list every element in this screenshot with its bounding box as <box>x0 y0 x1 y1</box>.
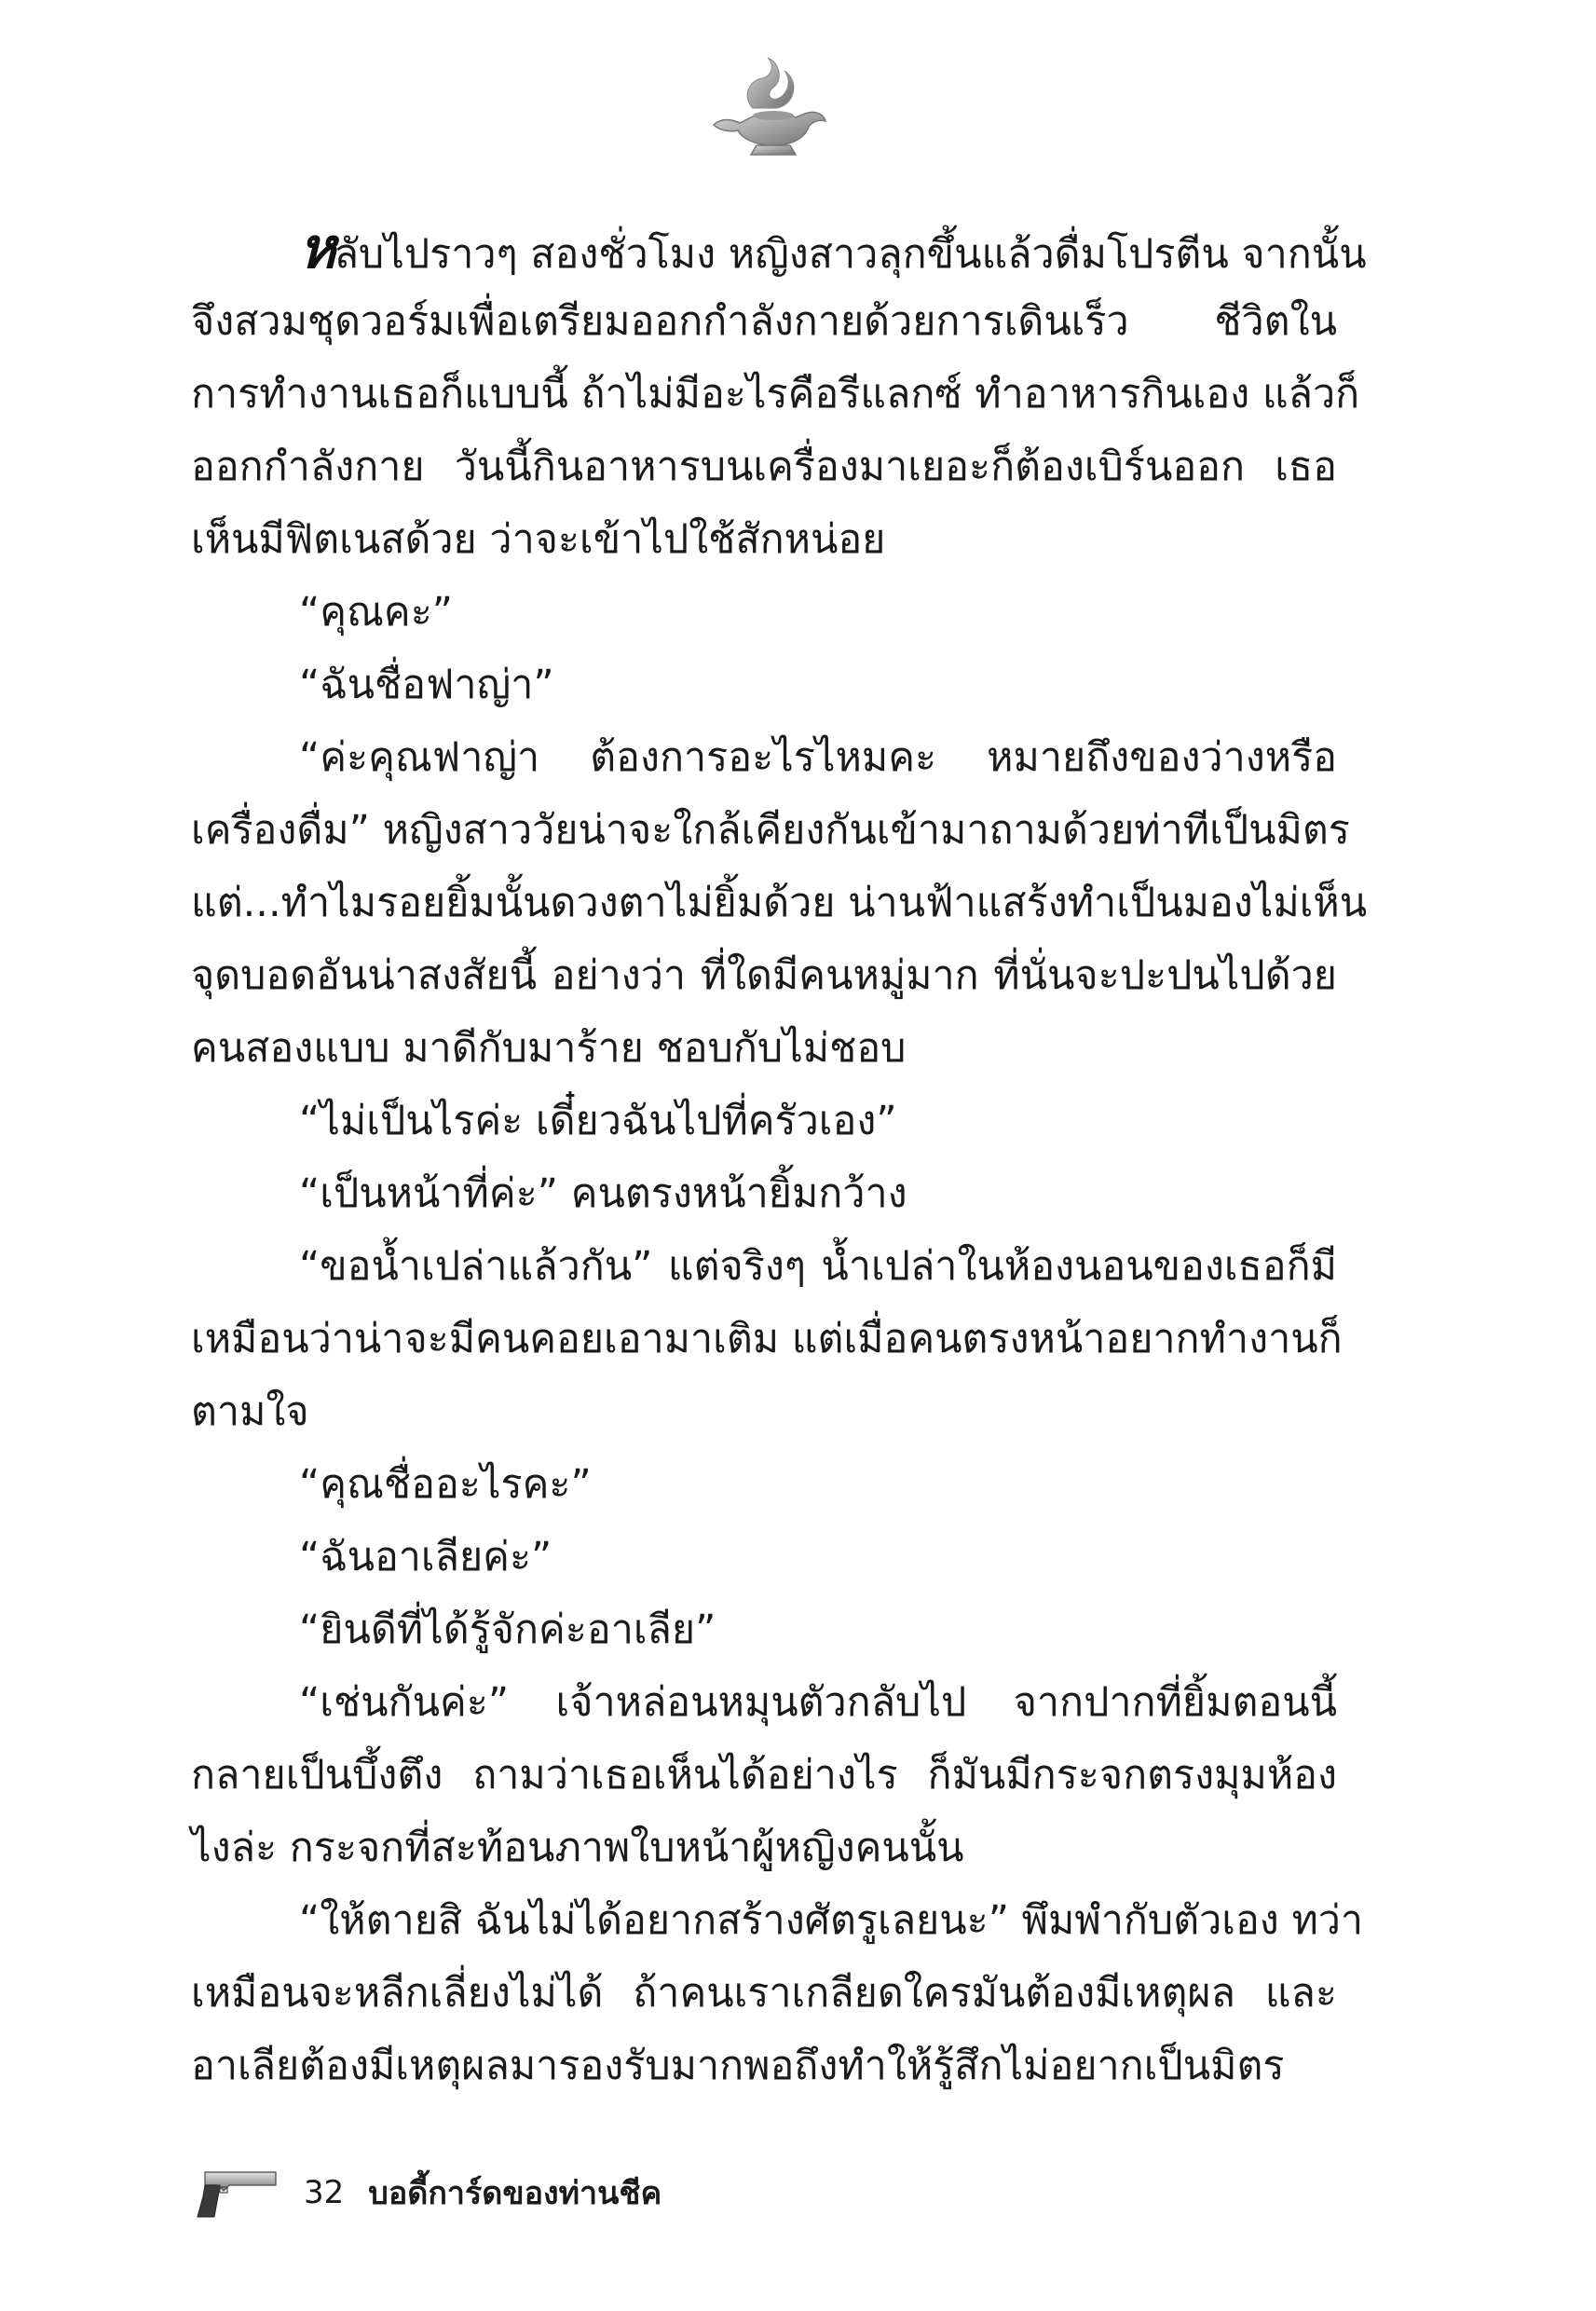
text-line <box>191 867 1368 939</box>
text-line <box>191 1957 1337 2030</box>
text-line <box>191 1884 1364 1957</box>
text-line <box>191 1012 1337 1085</box>
text-line <box>191 1230 1337 1303</box>
line-text: “ค่ะคุณฟาญ่า ต้องการอะไรไหมคะ หมายถึงของว่างหรือ <box>299 734 1337 781</box>
text-line <box>191 285 1337 358</box>
text-line <box>191 721 1337 794</box>
line-text: “คุณชื่ออะไรคะ” <box>299 1461 592 1508</box>
text-line <box>191 503 1337 576</box>
text-line <box>191 358 1360 431</box>
text-line <box>191 1375 1337 1448</box>
line-text: คนสองแบบ มาดีกับมาร้าย ชอบกับไม่ชอบ <box>191 1025 907 1072</box>
line-text: “เช่นกันค่ะ” เจ้าหล่อนหมุนตัวกลับไป จากปากที่ยิ้มตอนนี้ <box>299 1679 1337 1726</box>
line-text: “ฉันชื่อฟาญ่า” <box>299 662 554 708</box>
text-line <box>191 1448 1337 1521</box>
text-line <box>191 1812 1337 1884</box>
pistol-icon <box>186 2165 280 2221</box>
line-text: เหมือนว่าน่าจะมีคนคอยเอามาเติม แต่เมื่อคนตรงหน้าอยากทำงานก็ <box>191 1316 1343 1362</box>
line-text: “เป็นหน้าที่ค่ะ” คนตรงหน้ายิ้มกว้าง <box>299 1170 907 1217</box>
line-text: เหมือนจะหลีกเลี่ยงไม่ได้ ถ้าคนเราเกลียดใครมันต้องมีเหตุผล และ <box>191 1970 1337 2017</box>
book-title: บอดี้การ์ดของท่านชีค <box>368 2175 662 2212</box>
line-text: ตามใจ <box>191 1388 309 1435</box>
line-text: เห็นมีฟิตเนสด้วย ว่าจะเข้าไปใช้สักหน่อย <box>191 516 886 563</box>
text-line <box>191 1739 1337 1812</box>
line-text: แต่...ทำไมรอยยิ้มนั้นดวงตาไม่ยิ้มด้วย น่านฟ้าแสร้งทำเป็นมองไม่เห็น <box>191 880 1368 926</box>
text-line <box>191 649 1337 721</box>
line-text: “ฉันอาเลียค่ะ” <box>299 1534 552 1580</box>
line-text: ออกกำลังกาย วันนี้กินอาหารบนเครื่องมาเยอะก็ต้องเบิร์นออก เธอ <box>191 444 1337 490</box>
line-text: “ขอน้ำเปล่าแล้วกัน” แต่จริงๆ น้ำเปล่าในห้องนอนของเธอก็มี <box>299 1243 1337 1290</box>
text-line <box>191 1303 1343 1375</box>
text-line <box>191 939 1337 1012</box>
line-text: “ยินดีที่ได้รู้จักค่ะอาเลีย” <box>299 1607 716 1653</box>
line-text: จุดบอดอันน่าสงสัยนี้ อย่างว่า ที่ใดมีคนหมู่มาก ที่นั่นจะปะปนไปด้วย <box>191 952 1337 999</box>
genie-lamp-icon <box>695 52 835 164</box>
line-text: ลับไปราวๆ สองชั่วโมง หญิงสาวลุกขึ้นแล้วดื่มโปรตีน จากนั้น <box>334 231 1367 278</box>
line-text: กลายเป็นบึ้งตึง ถามว่าเธอเห็นได้อย่างไร ก็มันมีกระจกตรงมุมห้อง <box>191 1752 1337 1798</box>
line-text: “คุณคะ” <box>299 589 454 636</box>
text-line <box>191 1666 1337 1739</box>
line-text: “ให้ตายสิ ฉันไม่ได้อยากสร้างศัตรูเลยนะ” พึมพำกับตัวเอง ทว่า <box>299 1897 1364 1944</box>
line-text: จึงสวมชุดวอร์มเพื่อเตรียมออกกำลังกายด้วยการเดินเร็ว ชีวิตใน <box>191 298 1337 345</box>
body-text <box>191 212 1368 2102</box>
text-line <box>191 212 1367 285</box>
line-text: การทำงานเธอก็แบบนี้ ถ้าไม่มีอะไรคือรีแลกซ์ ทำอาหารกินเอง แล้วก็ <box>191 371 1360 417</box>
drop-cap: ห <box>299 216 334 281</box>
text-line <box>191 1157 1337 1230</box>
line-text: เครื่องดื่ม” หญิงสาววัยน่าจะใกล้เคียงกันเข้ามาถามด้วยท่าทีเป็นมิตร <box>191 807 1350 854</box>
text-line <box>191 431 1337 503</box>
page-number: 32 <box>304 2174 345 2211</box>
line-text: ไงล่ะ กระจกที่สะท้อนภาพใบหน้าผู้หญิงคนนั้น <box>191 1825 964 1871</box>
line-text: อาเลียต้องมีเหตุผลมารองรับมากพอถึงทำให้รู้สึกไม่อยากเป็นมิตร <box>191 2043 1285 2089</box>
page-footer <box>186 2160 932 2225</box>
text-line <box>191 1085 1337 1157</box>
text-line <box>191 2030 1337 2102</box>
text-line <box>191 576 1337 649</box>
text-line <box>191 1521 1337 1593</box>
text-line <box>191 794 1350 867</box>
line-text: “ไม่เป็นไรค่ะ เดี๋ยวฉันไปที่ครัวเอง” <box>299 1098 897 1144</box>
text-line <box>191 1593 1337 1666</box>
